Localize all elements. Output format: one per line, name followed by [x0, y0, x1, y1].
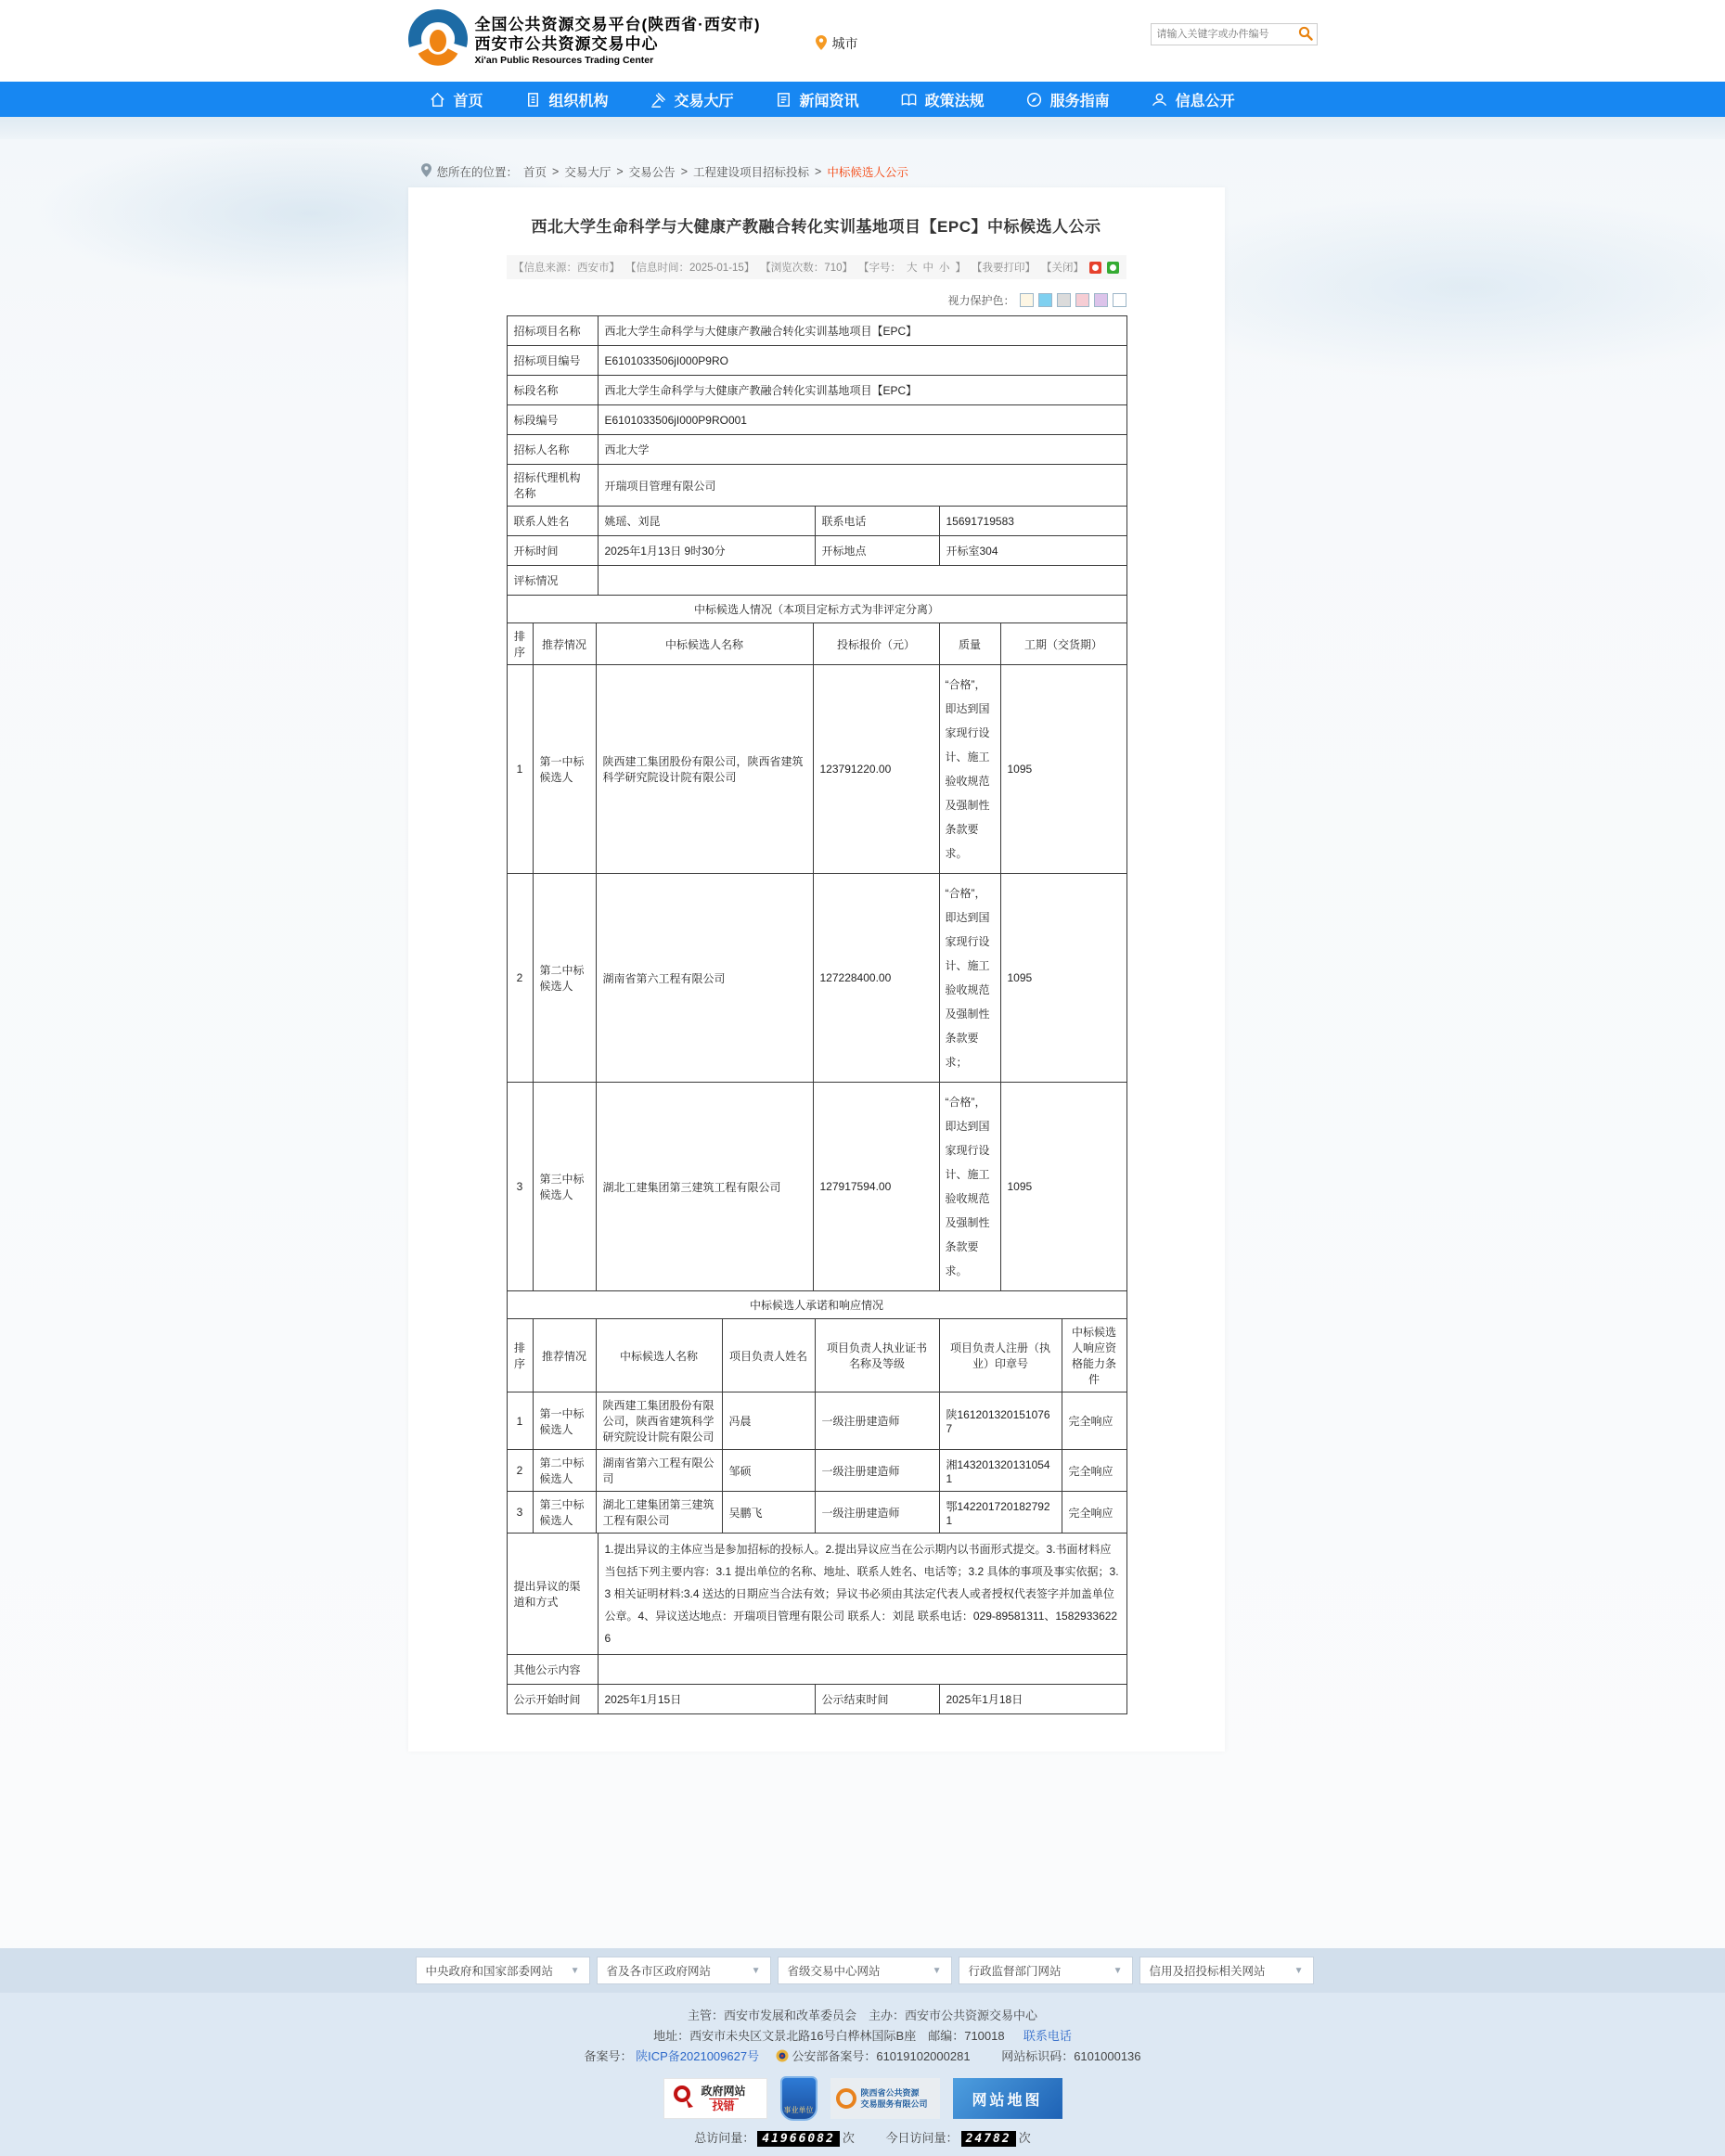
- book-icon: [900, 91, 918, 109]
- footer-address-line: 地址：西安市未央区文景北路16号白桦林国际B座 邮编：710018 联系电话: [653, 2029, 1072, 2043]
- table-row: 招标项目名称 西北大学生命科学与大健康产教融合转化实训基地项目【EPC】: [507, 316, 1126, 346]
- nav-item-policy[interactable]: 政策法规: [880, 82, 1005, 117]
- gavel-icon: [650, 91, 667, 109]
- chevron-down-icon: ▼: [1294, 1965, 1304, 1976]
- section-title-row: 中标候选人情况（本项目定标方式为非评定分离）: [507, 596, 1126, 623]
- site-logo-icon: [408, 6, 468, 75]
- site-brand: [475, 15, 761, 67]
- contact-phone-link[interactable]: 联系电话: [1023, 2029, 1072, 2043]
- breadcrumb-link-home[interactable]: 首页: [523, 166, 547, 179]
- links-dropdown-credit-bidding[interactable]: 信用及招投标相关网站 ▼: [1139, 1957, 1314, 1984]
- nav-item-home[interactable]: 首页: [408, 82, 504, 117]
- footer-beian-line: 备案号： 陕ICP备2021009627号 公安部备案号：61019102000281 网站标识码：6101000136: [584, 2049, 1141, 2063]
- sitemap-badge[interactable]: 网站地图: [953, 2078, 1062, 2119]
- gov-site-error-report-badge[interactable]: 政府网站 找错: [663, 2078, 767, 2119]
- response-row-2: 2 第二中标候选人 湖南省第六工程有限公司 邹硕 一级注册建造师 湘1432013201310541 完全响应: [507, 1450, 1126, 1492]
- city-label: 城市: [831, 36, 858, 51]
- visit-counters: 总访问量： 41966082 次 今日访问量： 24782 次: [694, 2131, 1031, 2146]
- breadcrumb-link-announcements[interactable]: 交易公告: [628, 166, 676, 179]
- search-icon: [1298, 26, 1313, 44]
- site-footer: [0, 1948, 1725, 2156]
- links-dropdown-supervision[interactable]: 行政监督部门网站 ▼: [959, 1957, 1133, 1984]
- site-title-en: Xi'an Public Resources Trading Center: [474, 54, 654, 66]
- site-title-platform: 全国公共资源交易平台(陕西省·西安市): [474, 16, 761, 34]
- section-title-row: 中标候选人承诺和响应情况: [507, 1291, 1126, 1319]
- hands-share-icon: [1151, 91, 1168, 109]
- compass-icon: [1025, 91, 1043, 109]
- red-magnifier-icon: [670, 2083, 698, 2115]
- organization-icon: [524, 91, 542, 109]
- links-dropdown-central-gov[interactable]: 中央政府和国家部委网站 ▼: [416, 1957, 590, 1984]
- candidate-row-2: 2 第二中标候选人 湖南省第六工程有限公司 127228400.00 “合格”，即达到国家现行设计、施工验收规范及强制性条款要求； 1095: [507, 874, 1126, 1083]
- home-icon: [429, 91, 446, 109]
- table-row: 评标情况: [507, 566, 1126, 596]
- links-dropdown-trade-centers[interactable]: 省级交易中心网站 ▼: [778, 1957, 952, 1984]
- share-weibo-icon[interactable]: [1089, 262, 1101, 274]
- project-info-table: [507, 315, 1127, 596]
- header-divider-strip: [0, 117, 1725, 139]
- breadcrumb: 您所在的位置： 首页 > 交易大厅 > 交易公告 > 工程建设项目招标投标 > 中标候选人公示: [408, 160, 1318, 184]
- city-selector[interactable]: [816, 34, 857, 53]
- candidate-row-3: 3 第三中标候选人 湖北工建集团第三建筑工程有限公司 127917594.00 “合格”，即达到国家现行设计、施工验收规范及强制性条款要求。 1095: [507, 1083, 1126, 1291]
- today-visits-value: 24782: [961, 2131, 1016, 2147]
- footer-main: [0, 1993, 1725, 2156]
- other-content-row: 其他公示内容: [507, 1655, 1126, 1685]
- nav-item-organization[interactable]: 组织机构: [504, 82, 629, 117]
- shaanxi-trading-service-badge[interactable]: 陕西省公共资源 交易服务有限公司: [830, 2078, 940, 2119]
- breadcrumb-link-construction-bidding[interactable]: 工程建设项目招标投标: [693, 166, 810, 179]
- table-row: 标段名称 西北大学生命科学与大健康产教融合转化实训基地项目【EPC】: [507, 376, 1126, 405]
- nav-item-service-guide[interactable]: 服务指南: [1005, 82, 1130, 117]
- footer-badges: [0, 2076, 1725, 2121]
- nav-item-news[interactable]: 新闻资讯: [754, 82, 880, 117]
- chevron-down-icon: ▼: [751, 1965, 761, 1976]
- footer-sponsor-line: 主管：西安市发展和改革委员会 主办：西安市公共资源交易中心: [687, 2008, 1037, 2022]
- response-row-3: 3 第三中标候选人 湖北工建集团第三建筑工程有限公司 吴鹏飞 一级注册建造师 鄂1422017201827921 完全响应: [507, 1492, 1126, 1534]
- table-row: 招标代理机构名称 开瑞项目管理有限公司: [507, 465, 1126, 507]
- candidates-table: [507, 595, 1127, 1291]
- page-title: 西北大学生命科学与大健康产教融合转化实训基地项目【EPC】中标候选人公示: [531, 218, 1101, 236]
- print-button[interactable]: 【我要打印】: [972, 263, 1036, 274]
- close-button[interactable]: 【关闭】: [1041, 263, 1084, 274]
- nav-item-trading-hall[interactable]: 交易大厅: [629, 82, 754, 117]
- links-dropdown-provincial-gov[interactable]: 省及各市区政府网站 ▼: [597, 1957, 771, 1984]
- site-header: [0, 0, 1725, 82]
- main-area: [0, 139, 1725, 1948]
- news-icon: [775, 91, 792, 109]
- table-row: 联系人姓名 姚瑶、刘昆 联系电话 15691719583: [507, 507, 1126, 536]
- share-wechat-icon[interactable]: [1107, 262, 1119, 274]
- total-visits-label: 总访问量：: [694, 2131, 755, 2145]
- fontsize-large-button[interactable]: 大: [907, 263, 918, 274]
- police-badge-icon: [776, 2049, 792, 2063]
- eye-protect-row: [507, 292, 1126, 308]
- friend-links-strip: [0, 1948, 1725, 1993]
- ring-logo-icon: [836, 2088, 856, 2109]
- response-row-1: 1 第一中标候选人 陕西建工集团股份有限公司，陕西省建筑科学研究院设计院有限公司 冯晨 一级注册建造师 陕1612013201510767 完全响应: [507, 1392, 1126, 1450]
- fontsize-small-button[interactable]: 小: [939, 263, 950, 274]
- chevron-down-icon: ▼: [1113, 1965, 1123, 1976]
- breadcrumb-prefix: 您所在的位置：: [436, 166, 519, 179]
- candidate-row-1: 1 第一中标候选人 陕西建工集团股份有限公司，陕西省建筑科学研究院设计院有限公司 123791220.00 “合格”，即达到国家现行设计、施工验收规范及强制性条款要求。 1095: [507, 665, 1126, 874]
- objection-table: [507, 1533, 1127, 1714]
- eye-color-white[interactable]: [1113, 293, 1126, 307]
- eye-color-purple[interactable]: [1094, 293, 1108, 307]
- fontsize-medium-button[interactable]: 中: [922, 263, 933, 274]
- meta-time: 【信息时间：2025-01-15】: [624, 263, 755, 274]
- eye-color-gray[interactable]: [1057, 293, 1071, 307]
- site-title-center: 西安市公共资源交易中心: [474, 35, 659, 54]
- response-table: [507, 1290, 1127, 1534]
- chevron-down-icon: ▼: [932, 1965, 942, 1976]
- today-visits-label: 今日访问量：: [885, 2131, 959, 2145]
- publicity-dates-row: 公示开始时间 2025年1月15日 公示结束时间 2025年1月18日: [507, 1685, 1126, 1714]
- article-panel: [408, 187, 1225, 1752]
- meta-source: 【信息来源：西安市】: [512, 263, 620, 274]
- eye-color-blue[interactable]: [1038, 293, 1052, 307]
- table-row: 开标时间 2025年1月13日 9时30分 开标地点 开标室304: [507, 536, 1126, 566]
- eye-protect-label: 视力保护色：: [947, 294, 1015, 307]
- location-pin-icon: [816, 35, 827, 53]
- objection-row: 提出异议的渠道和方式 1.提出异议的主体应当是参加招标的投标人。2.提出异议应当在公示期内以书面形式提交。3.书面材料应当包括下列主要内容：3.1 提出单位的名称、地址、联系人姓名、电话等；3.2 具体的事项及事实依据；3.3 相关证明材料:3.4 送达的日期应当合法有效；异议书必须由其法定代表人或者授权代表签字并加盖单位公章。4、异议送达地点：开瑞项目管理有限公司 联系人：刘昆 联系电话：029-89581311、15829336226: [507, 1534, 1126, 1655]
- search-box: [1151, 23, 1318, 45]
- search-input[interactable]: [1152, 25, 1294, 44]
- table-row: 标段编号 E6101033506jI000P9RO001: [507, 405, 1126, 435]
- breadcrumb-pin-icon: [421, 163, 431, 180]
- breadcrumb-link-trading-hall[interactable]: 交易大厅: [564, 166, 611, 179]
- breadcrumb-current: 中标候选人公示: [827, 166, 908, 179]
- main-navigation: [0, 82, 1725, 117]
- table-row: 招标人名称 西北大学: [507, 435, 1126, 465]
- meta-views: 【浏览次数：710】: [760, 263, 853, 274]
- chevron-down-icon: ▼: [570, 1965, 580, 1976]
- total-visits-value: 41966082: [757, 2131, 840, 2147]
- table-row: 招标项目编号 E6101033506jI000P9RO: [507, 346, 1126, 376]
- public-institution-badge[interactable]: 事业单位: [780, 2076, 817, 2121]
- response-header-row: 排序 推荐情况 中标候选人名称 项目负责人姓名 项目负责人执业证书名称及等级 项目负责人注册（执业）印章号 中标候选人响应资格能力条件: [507, 1319, 1126, 1392]
- icp-link[interactable]: 陕ICP备2021009627号: [636, 2049, 760, 2063]
- eye-color-pink[interactable]: [1075, 293, 1089, 307]
- eye-color-cream[interactable]: [1020, 293, 1034, 307]
- nav-item-info-disclosure[interactable]: 信息公开: [1130, 82, 1255, 117]
- search-button[interactable]: [1294, 24, 1317, 45]
- candidates-header-row: 排序 推荐情况 中标候选人名称 投标报价（元） 质量 工期（交货期）: [507, 623, 1126, 665]
- article-meta-bar: 【信息来源：西安市】 【信息时间：2025-01-15】 【浏览次数：710】 【字号： 大 中 小 】 【我要打印】 【关闭】: [507, 255, 1126, 279]
